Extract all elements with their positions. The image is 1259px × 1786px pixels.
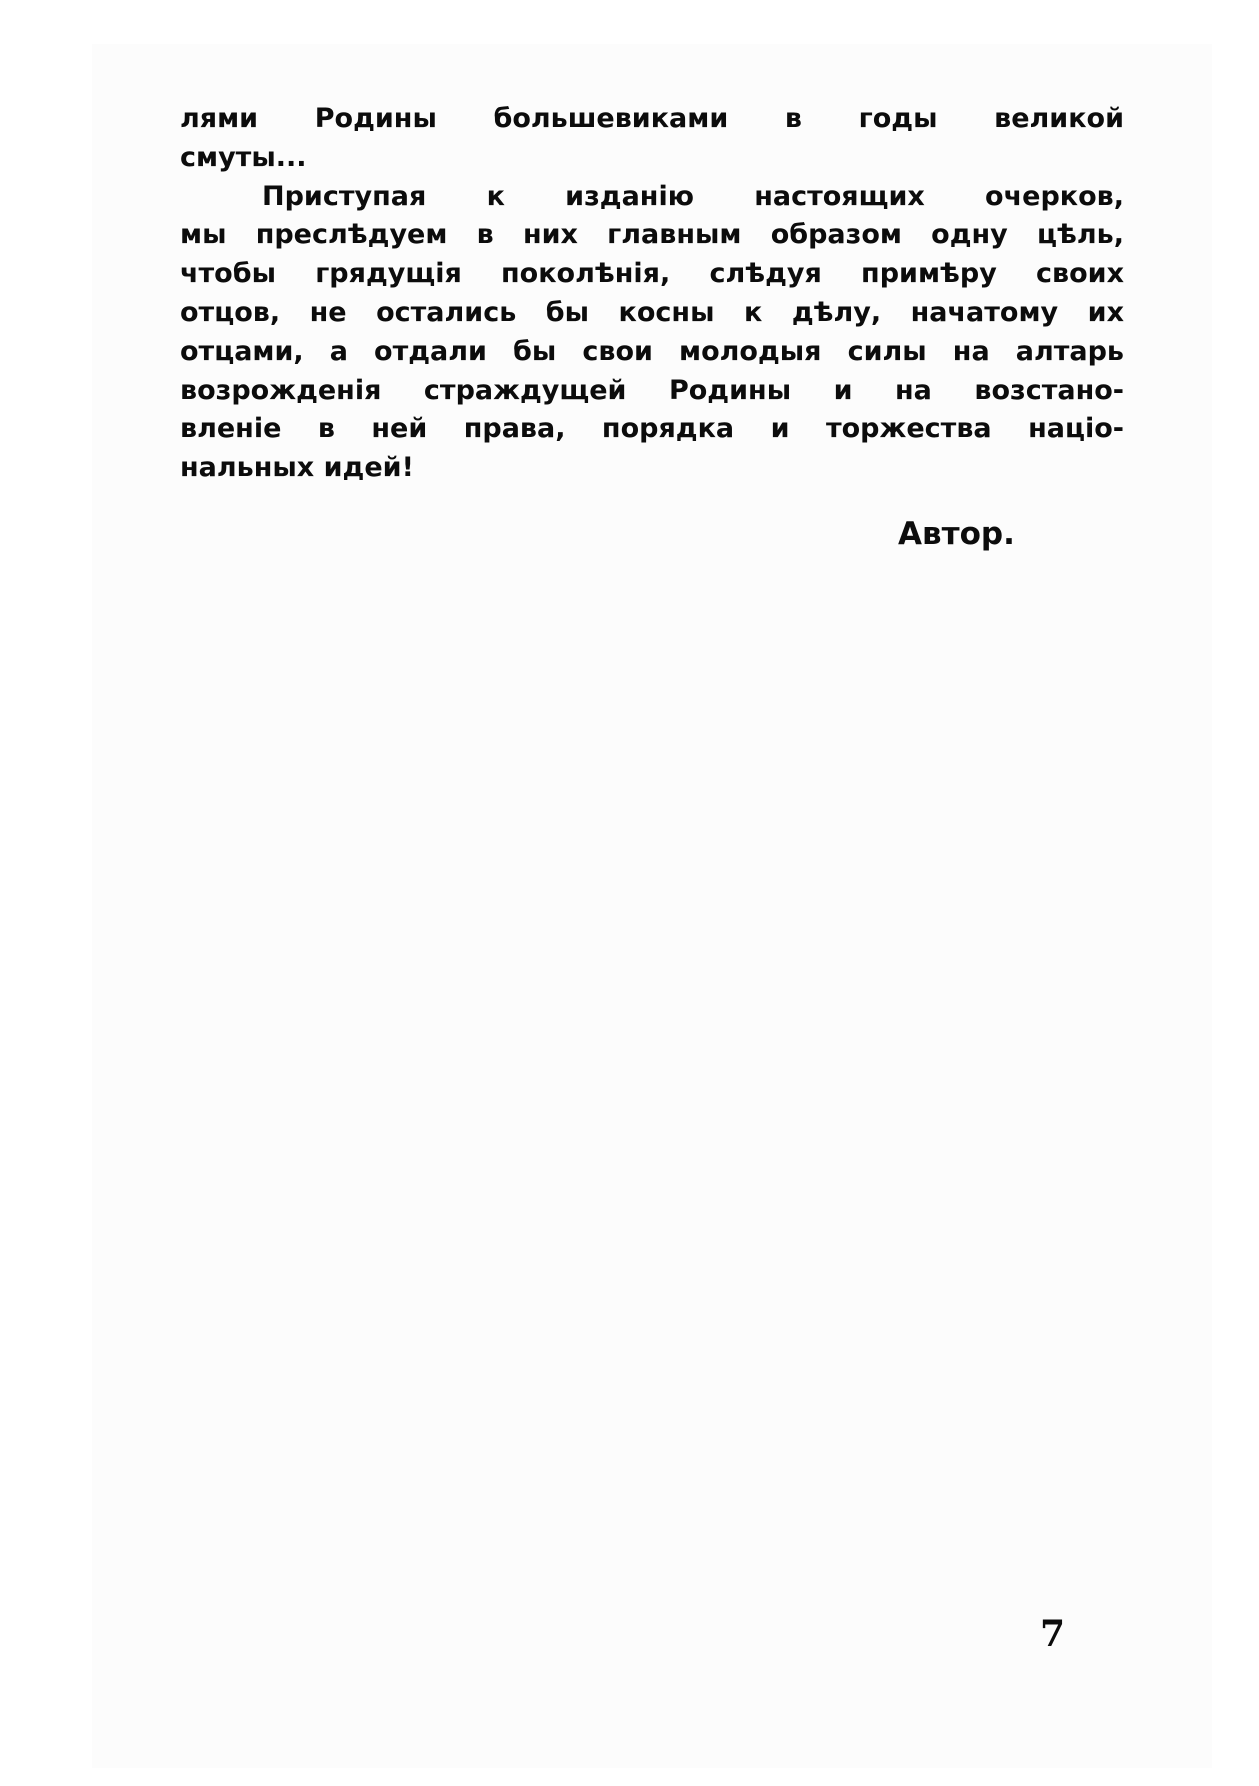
paragraph-2 [180,178,1124,488]
text-line: нальных идей! [180,452,414,484]
text-line: вленіе в ней права, порядка и торжества націо- [180,413,1124,445]
text-line: Приступая к изданію настоящих очерков, [262,180,1124,212]
text-line: отцов, не остались бы косны к дѣлу, начатому их [180,296,1124,328]
text-line: лями Родины большевиками в годы великой [180,103,1124,134]
text-line: чтобы грядущія поколѣнія, слѣдуя примѣру своих [180,258,1124,290]
author-signature: Автор. [898,516,1015,552]
text-line: смуты... [180,141,307,173]
body-text [180,100,1124,488]
text-line: мы преслѣдуем в них главным образом одну цѣль, [180,219,1124,251]
page-number: 7 [1040,1613,1066,1655]
paragraph-1 [180,100,1124,178]
text-line: возрожденія страждущей Родины и на возстано- [180,374,1124,406]
text-line: отцами, а отдали бы свои молодыя силы на алтарь [180,335,1124,367]
